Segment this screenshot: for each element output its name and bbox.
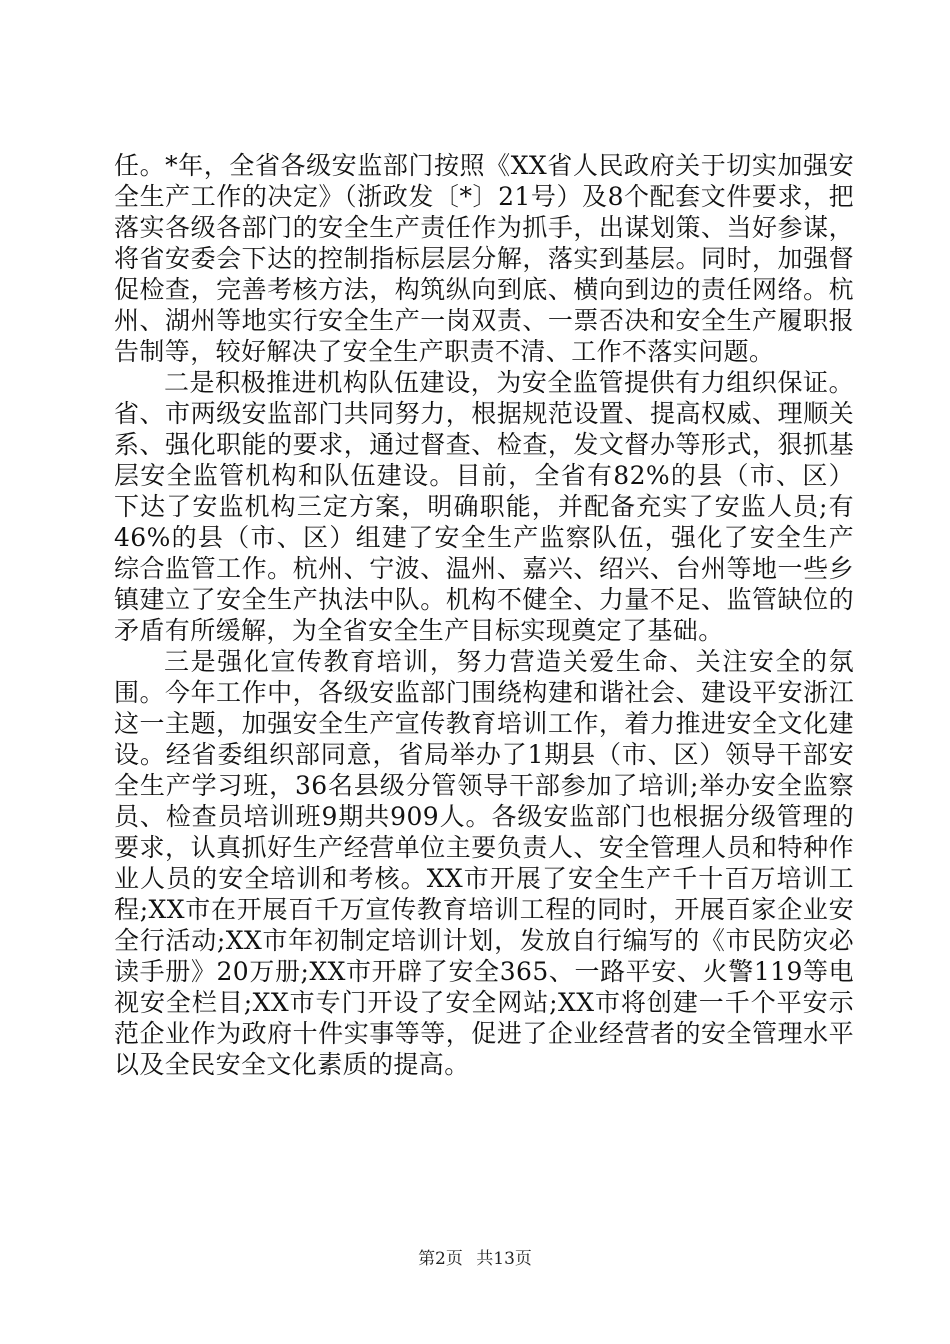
page-number: 第2页 <box>418 1249 463 1269</box>
paragraph-3: 三是强化宣传教育培训，努力营造关爱生命、关注安全的氛围。今年工作中，各级安监部门围绕构建和谐社会、建设平安浙江这一主题，加强安全生产宣传教育培训工作，着力推进安全文化建设。经省委组织部同意，省局举办了1期县（市、区）领导干部安全生产学习班，36名县级分管领导干部参加了培训;举办安全监察员、检查员培训班9期共909人。各级安监部门也根据分级管理的要求，认真抓好生产经营单位主要负责人、安全管理人员和特种作业人员的安全培训和考核。XX市开展了安全生产千十百万培训工程;XX市在开展百千万宣传教育培训工程的同时，开展百家企业安全行活动;XX市年初制定培训计划，发放自行编写的《市民防灾必读手册》20万册;XX市开辟了安全365、一路平安、火警119等电视安全栏目;XX市专门开设了安全网站;XX市将创建一千个平安示范企业作为政府十件实事等等，促进了企业经营者的安全管理水平以及全民安全文化素质的提高。 <box>114 647 854 1079</box>
document-body <box>114 150 854 1080</box>
paragraph-1: 任。*年，全省各级安监部门按照《XX省人民政府关于切实加强安全生产工作的决定》（浙政发〔*〕21号）及8个配套文件要求，把落实各级各部门的安全生产责任作为抓手，出谋划策、当好参谋，将省安委会下达的控制指标层层分解，落实到基层。同时，加强督促检查，完善考核方法，构筑纵向到底、横向到边的责任网络。杭州、湖州等地实行安全生产一岗双责、一票否决和安全生产履职报告制等，较好解决了安全生产职责不清、工作不落实问题。 <box>114 151 854 366</box>
paragraph-2: 二是积极推进机构队伍建设，为安全监管提供有力组织保证。省、市两级安监部门共同努力，根据规范设置、提高权威、理顺关系、强化职能的要求，通过督查、检查，发文督办等形式，狠抓基层安全监管机构和队伍建设。目前，全省有82%的县（市、区）下达了安监机构三定方案，明确职能，并配备充实了安监人员;有46%的县（市、区）组建了安全生产监察队伍，强化了安全生产综合监管工作。杭州、宁波、温州、嘉兴、绍兴、台州等地一些乡镇建立了安全生产执法中队。机构不健全、力量不足、监管缺位的矛盾有所缓解，为全省安全生产目标实现奠定了基础。 <box>114 368 854 645</box>
page-total: 共13页 <box>476 1249 532 1269</box>
page-footer <box>0 1244 950 1269</box>
